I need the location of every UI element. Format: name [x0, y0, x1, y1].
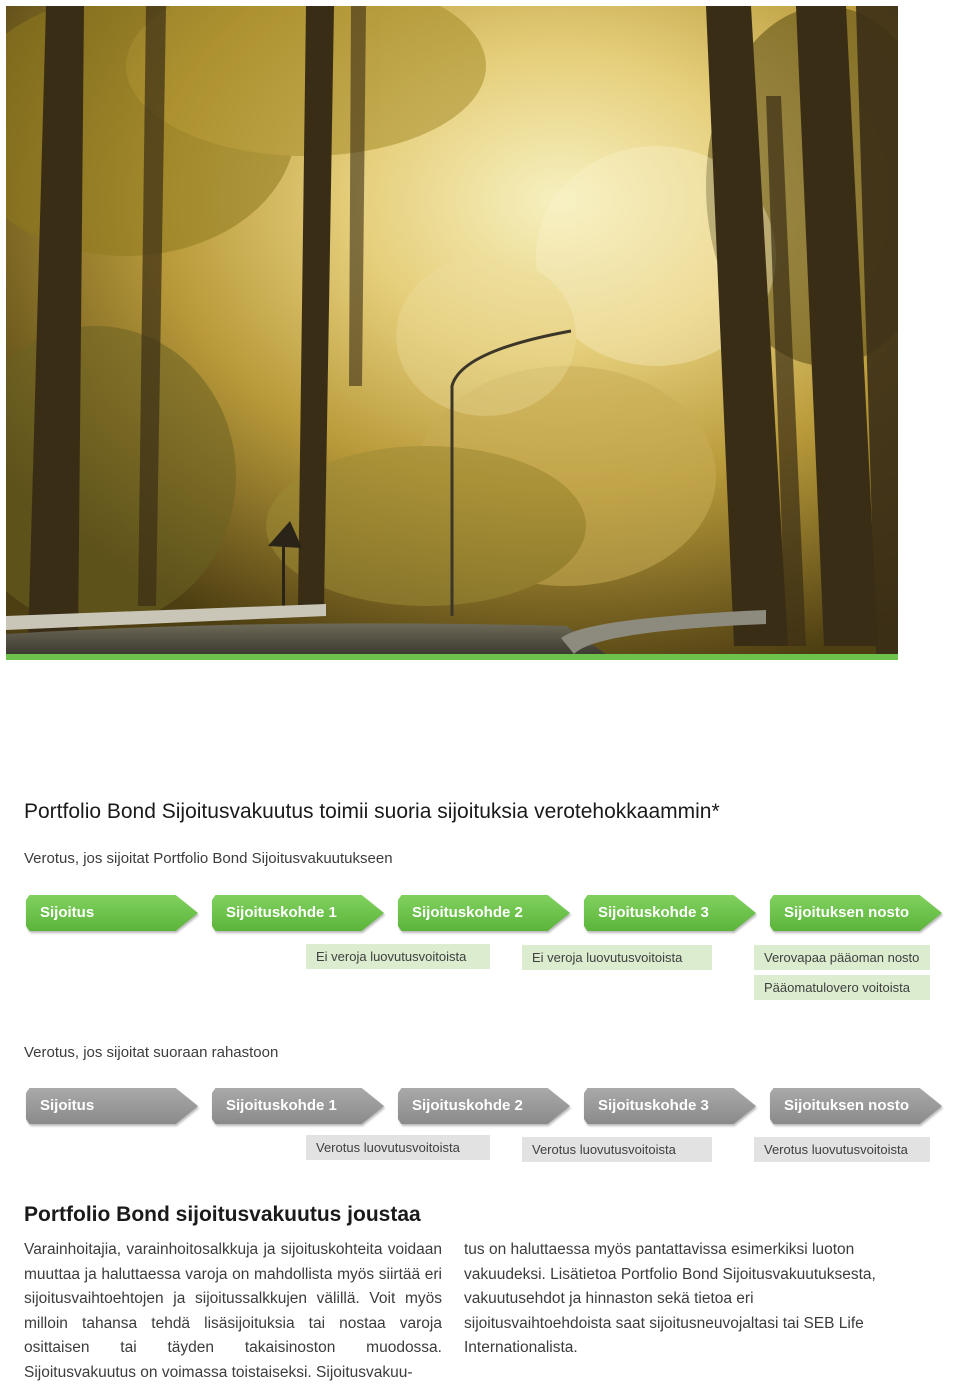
- flow2-step-kohde-2: Sijoituskohde 2: [398, 1088, 570, 1124]
- flow2-step-sijoitus: Sijoitus: [26, 1088, 198, 1124]
- body-text-column-1: Varainhoitajia, varainhoitosalkkuja ja sijoituskohteita voidaan muuttaa ja haluttaessa varoja on mahdollista myös siirtää eri sijoitusvaihtoehtojen ja sijoitussalkkujen välillä. Voit myös milloin tahansa tehdä lisäsijoituksia tai nostaa varoja osittaisen tai täyden takaisinoston muodossa. Sijoitusvakuutus on voimassa toistaiseksi. Sijoitusvakuu-: [24, 1241, 442, 1381]
- flow1-note-2: Ei veroja luovutusvoitoista: [522, 945, 712, 970]
- flow1-note-1: Ei veroja luovutusvoitoista: [306, 944, 490, 969]
- flow1-step-sijoitus: Sijoitus: [26, 895, 198, 931]
- flow2-note-1: Verotus luovutusvoitoista: [306, 1135, 490, 1160]
- forest-road-photo: [6, 6, 898, 654]
- body-text-column-2: tus on haluttaessa myös pantattavissa esimerkiksi luoton vakuudeksi. Lisätietoa Portfolio Bond Sijoitusvakuutuksesta, vakuutusehdot ja hinnaston sekä tietoa eri sijoitusvaihtoehdoista saat sijoitusneuvojaltasi tai SEB Life Internationalista.: [464, 1241, 876, 1356]
- green-divider: [6, 654, 898, 660]
- flow1-note-4: Pääomatulovero voitoista: [754, 975, 930, 1000]
- flow1-step-kohde-3: Sijoituskohde 3: [584, 895, 756, 931]
- flow2-step-kohde-3: Sijoituskohde 3: [584, 1088, 756, 1124]
- flow2-step-nosto: Sijoituksen nosto: [770, 1088, 942, 1124]
- flow2-subtitle: Verotus, jos sijoitat suoraan rahastoon: [24, 1044, 279, 1061]
- flow2-step-kohde-1: Sijoituskohde 1: [212, 1088, 384, 1124]
- flow1-step-nosto: Sijoituksen nosto: [770, 895, 942, 931]
- flow1-note-3: Verovapaa pääoman nosto: [754, 945, 930, 970]
- flow2-note-2: Verotus luovutusvoitoista: [522, 1137, 712, 1162]
- flow1-subtitle: Verotus, jos sijoitat Portfolio Bond Sijoitusvakuutukseen: [24, 850, 393, 867]
- flow1-step-kohde-1: Sijoituskohde 1: [212, 895, 384, 931]
- section-title: Portfolio Bond sijoitusvakuutus joustaa: [24, 1203, 421, 1226]
- forest-road-illustration: [6, 6, 898, 654]
- page-heading: Portfolio Bond Sijoitusvakuutus toimii suoria sijoituksia verotehokkaammin*: [24, 800, 720, 823]
- flow2-note-3: Verotus luovutusvoitoista: [754, 1137, 930, 1162]
- flow1-step-kohde-2: Sijoituskohde 2: [398, 895, 570, 931]
